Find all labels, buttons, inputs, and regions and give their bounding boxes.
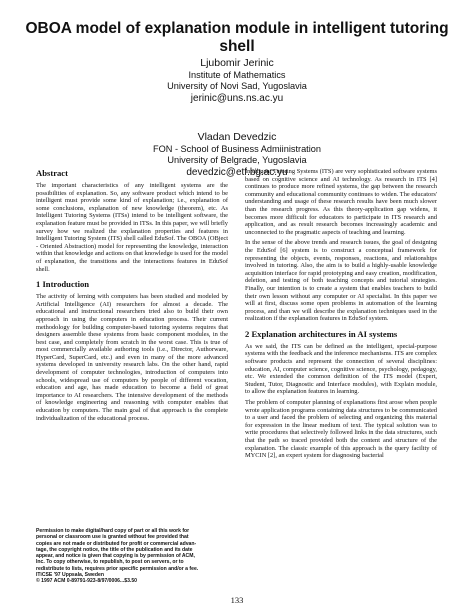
permission-line: © 1997 ACM 0-89791-923-8/97/0006...$3.50 xyxy=(36,578,137,585)
permission-line: copies are not made or distributed for profit or commercial advan- xyxy=(36,540,197,547)
left-column xyxy=(36,168,228,425)
author-name: Vladan Devedzic xyxy=(197,131,277,143)
author-block-1 xyxy=(20,57,454,105)
title-line-2: shell xyxy=(219,38,255,55)
permission-line: personal or classroom use is granted without fee provided that xyxy=(36,534,189,541)
section-2-paragraph-2: The problem of computer planning of explanations first arose when people wrote application programs containing data structures to be communicated to a user and faced the problem of selecting and organizing this material for expression in the linear medium of text. The typical solution was to write procedures that selectively followed links in the data structures, such that the path so traced provided both the content and structure of the explanation. The classic example of this approach is the query facility of MYCIN [2], an expert system for diagnosing bacterial xyxy=(245,399,437,460)
permission-line: redistribute to lists, requires prior specific permission and/or a fee. xyxy=(36,565,199,572)
abstract-heading: Abstract xyxy=(36,168,68,178)
author-affiliation: University of Belgrade, Yugoslavia xyxy=(167,155,307,166)
section-2-paragraph-1: As we said, the ITS can be defined as the intelligent, special-purpose systems with the feedback and the inference mechanisms. ITS are complex software products and represent the connection of several disciplines: education, AI, computer science, cognitive science, psychology, pedagogy, etc. We extended the common definition of the ITS model (Expert, Student, Tutor, Diagnostic and Interface modules), with Explain module, to allow the explanation features in learning. xyxy=(245,342,437,396)
permission-line: Inc. To copy otherwise, to republish, to post on servers, or to xyxy=(36,559,184,566)
author-name: Ljubomir Jerinic xyxy=(200,57,274,69)
author-affiliation: Institute of Mathematics xyxy=(188,70,286,80)
section-2-heading: 2 Explanation architectures in AI systems xyxy=(245,328,398,339)
abstract-text: The important characteristics of any intelligent systems are the possibilities of explanation. So, any software product which intend to be intelligent must provide some kind of explanation; i.e., explanation of some conclusions, explanation of new knowledge (theorem), etc. As Intelligent Tutoring Systems (ITSs) intend to be intelligent software, the explanation feature must be provided in ITSs. In this paper, we will briefly survey how we realized the explanation properties and features in Intelligent Tutoring System (ITS) shell called EduSof. The OBOA (OBject - Oriented Abstraction) model for representing the knowledge, interaction within that knowledge and actions on that knowledge is used for the model of explanation, the transitions and the interactions features in EduSof shell. xyxy=(36,182,228,273)
permission-line: ITiCSE '97 Uppsala, Sweden xyxy=(36,572,104,579)
author-email: devedzic@etf.bg.ac.yu xyxy=(186,167,288,179)
introduction-text: The activity of lerning with computers has been studied and modeled by Artificial Intelligence (AI) researchers for almost a decade. The educational and instructional researchers tried also to build their own approach in using the computers in education process. Their current methodology for building computer-based tutoring systems requires that designers assemble these systems from basic component modules, in the best case, and completely from scratch in the worst case. This is true of most commercially available authoring tools (i.e., Director, Authorware, HyperCard, SuperCard, etc.) and even in many of the more advanced systems developed in university research labs. On the other hand, rapid development of computer technologies, introduction of computers into schools, widespread use of computers by people of different vocation, education and age, has made education to become a field of great importance to AI researchers. The intensive development of the methods of knowledge engineering and reasoning with computer enables that education by computers. The main goal of that approach is the complete individualization of the educational process. xyxy=(36,293,228,422)
author-affiliation: University of Novi Sad, Yugoslavia xyxy=(167,81,307,92)
permission-line: Permission to make digital/hard copy of part or all this work for xyxy=(36,528,190,534)
permission-line: appear, and notice is given that copying is by permission of ACM, xyxy=(36,553,195,560)
paper-title xyxy=(20,20,454,56)
author-email: jerinic@uns.ns.ac.yu xyxy=(190,93,284,105)
title-line-1: OBOA model of explanation module in intelligent tutoring xyxy=(25,20,449,37)
goals-paragraph: In the sense of the above trends and research issues, the goal of designing the EduSof [6] system is to construct a conceptual framework for representing the objects, events, responses, reactions, and relationships involved in tutoring. Also, the aim is to build a highly-usable knowledge acquisition interface for rapid prototyping and easy creation, modification, deletion, and testing of both teaching concepts and tutorial strategies. Finally, our intention is to create a system that enables teachers to build their own lesson without any computer or AI specialist. In this paper we will at first, discuss some open problems in automation of the learning process, and than we will describe the explanation techniques used in the realization if the explanation features in EduSof system. xyxy=(245,239,437,323)
permission-line: tage, the copyright notice, the title of the publication and its date xyxy=(36,546,193,553)
introduction-heading: 1 Introduction xyxy=(36,279,90,290)
permission-notice xyxy=(36,528,228,585)
intro-continued-paragraph: Intelligent Tutoring Systems (ITS) are very sophisticated software systems based on cognitive science and AI technology. As research in ITS [4] continues to produce more refined systems, the gap between the research community and educational community continues to widen. The educators' understanding and usage of these research results have been much slower than the research progress. As this theory-application gap widens, it becomes more difficult for educators to participate in ITS research and application, and as result research becomes increasingly academic and unconnected to the pragmatic aspects of teaching and learning. xyxy=(245,168,437,236)
author-affiliation: FON - School of Business Admiinistration xyxy=(153,144,321,154)
right-column xyxy=(245,168,437,463)
page-number: 133 xyxy=(230,595,244,605)
